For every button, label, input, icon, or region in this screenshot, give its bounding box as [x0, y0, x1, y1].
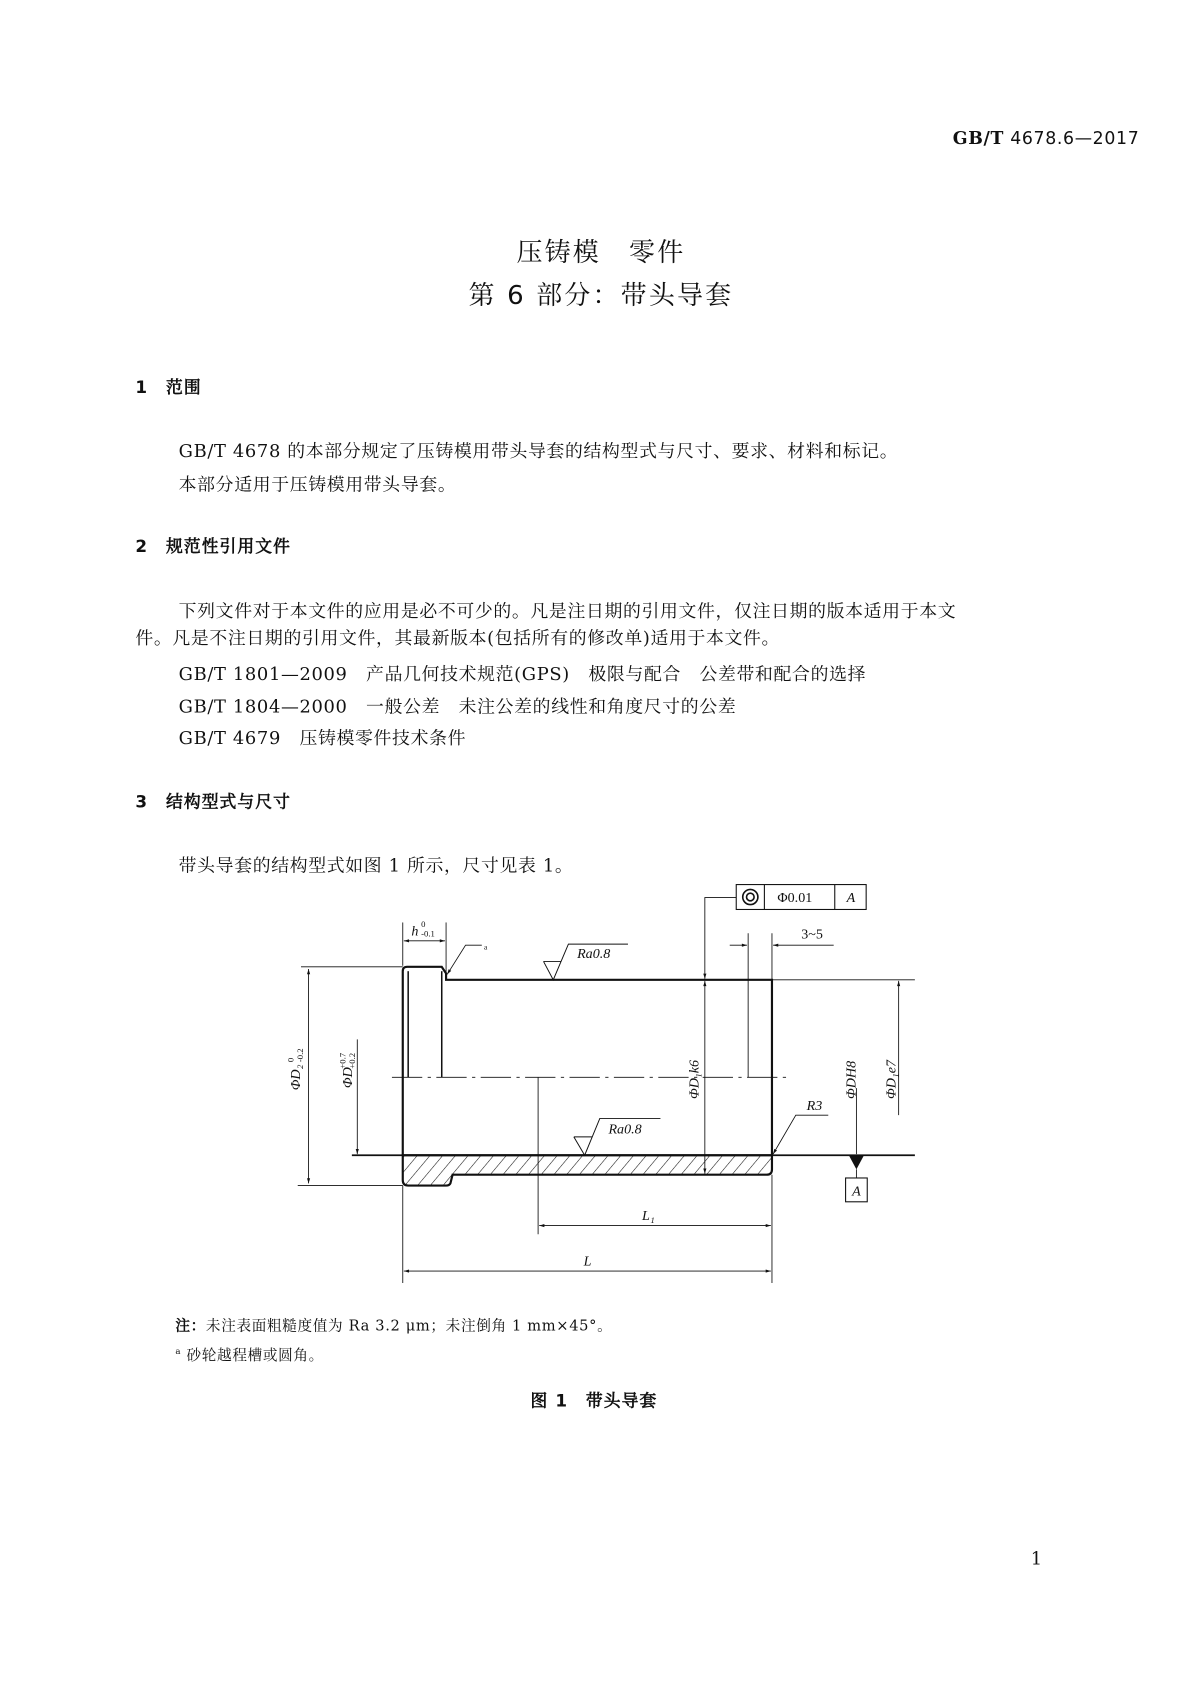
h-upper-tol: 0 [421, 918, 426, 929]
note-text: 未注表面粗糙度值为 Ra 3.2 μm；未注倒角 1 mm×45°。 [205, 1317, 613, 1335]
d-label: ΦD [339, 1067, 356, 1089]
reference-item: GB/T 1804—2000 一般公差 未注公差的线性和角度尺寸的公差 [178, 696, 737, 717]
tolerance-value: Φ0.01 [777, 889, 813, 906]
paragraph: 下列文件对于本文件的应用是必不可少的。凡是注日期的引用文件，仅注日期的版本适用于本文 [178, 600, 957, 622]
d2-lower-tol: -0.2 [295, 1048, 306, 1063]
roughness-bottom-label: Ra0.8 [608, 1121, 642, 1138]
note-prefix: 注： [175, 1317, 206, 1335]
paragraph: 本部分适用于压铸模用带头导套。 [178, 474, 457, 495]
reference-item: GB/T 1801—2009 产品几何技术规范(GPS) 极限与配合 公差带和配合的选择 [178, 663, 867, 685]
datum-triangle [849, 1155, 864, 1169]
range-label: 3~5 [801, 926, 823, 943]
title-line-1: 压铸模 零件 [516, 237, 686, 268]
concentricity-icon [743, 889, 758, 904]
r3-label: R3 [806, 1097, 823, 1114]
d-upper-tol: +0.7 [337, 1052, 348, 1069]
part-outline [403, 967, 772, 1155]
hatched-section [403, 1155, 772, 1185]
l1-label: L₁ [642, 1208, 655, 1225]
standard-prefix: GB/T [952, 127, 1005, 149]
reference-item: GB/T 4679 压铸模零件技术条件 [178, 727, 467, 749]
d2-label: ΦD₂ [287, 1064, 304, 1091]
figure-note-1 [175, 1313, 612, 1335]
d2-upper-tol: 0 [285, 1057, 296, 1063]
note-a-mark: a [483, 942, 488, 952]
d1e7-label: ΦD₁e7 [883, 1059, 900, 1099]
section-2-heading: 2 规范性引用文件 [135, 537, 292, 557]
figure-caption: 图 1 带头导套 [530, 1391, 658, 1411]
h-lower-tol: -0.1 [421, 928, 435, 939]
paragraph: 带头导套的结构型式如图 1 所示，尺寸见表 1。 [178, 855, 574, 876]
page-number: 1 [1030, 1548, 1043, 1569]
tolerance-datum: A [846, 889, 856, 906]
roughness-top-label: Ra0.8 [577, 946, 611, 963]
datum-label: A [852, 1183, 861, 1200]
dh8-label: ΦDH8 [843, 1060, 860, 1099]
d-lower-tol: +0.2 [347, 1052, 358, 1069]
figure-note-2 [175, 1343, 324, 1365]
standard-code: 4678.6—2017 [1010, 127, 1140, 149]
l-label: L [583, 1253, 592, 1270]
h-label: h [411, 923, 419, 940]
footnote-mark: a [175, 1346, 182, 1357]
paragraph: 件。凡是不注日期的引用文件，其最新版本(包括所有的修改单)适用于本文件。 [135, 627, 781, 649]
footnote-text: 砂轮越程槽或圆角。 [186, 1346, 324, 1365]
paragraph: GB/T 4678 的本部分规定了压铸模用带头导套的结构型式与尺寸、要求、材料和标记。 [178, 440, 899, 462]
section-3-heading: 3 结构型式与尺寸 [135, 792, 292, 813]
title-line-2: 第 6 部分：带头导套 [468, 280, 734, 311]
d1k6-label: ΦD₁k6 [686, 1059, 703, 1099]
section-1-heading: 1 范围 [135, 377, 202, 398]
